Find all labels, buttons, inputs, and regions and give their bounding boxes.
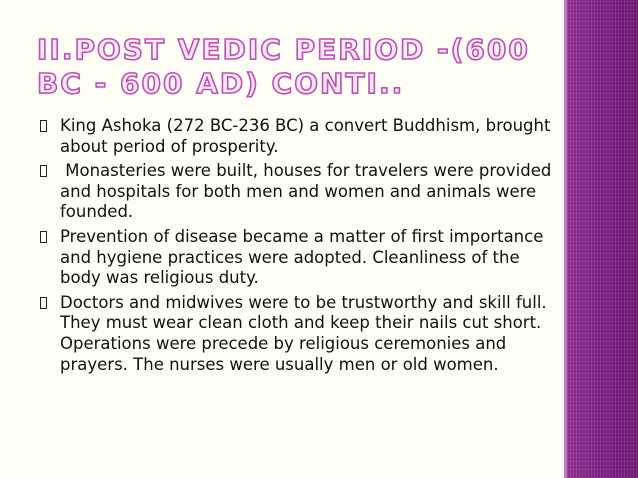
bullet-item (40, 116, 560, 157)
bullet-text: Prevention of disease became a matter of first importance and hygiene practices were adopted. Cleanliness of the body was religious duty. (60, 226, 544, 288)
bullet-item (40, 161, 560, 223)
bullet-text: King Ashoka (272 BC-236 BC) a convert Buddhism, brought about period of prosperity. (60, 116, 551, 156)
bullet-list (40, 116, 560, 379)
square-bullet-icon (40, 120, 47, 132)
square-bullet-icon (40, 297, 47, 309)
bullet-text: Doctors and midwives were to be trustworthy and skill full. They must wear clean cloth and keep their nails cut short. Operations were precede by religious ceremonies and prayers. The nurses were usually men or old women. (60, 292, 547, 374)
bullet-item (40, 293, 560, 375)
slide-title: II.POST VEDIC PERIOD -(600 BC - 600 AD) CONTI.. (37, 33, 530, 100)
square-bullet-icon (40, 165, 47, 177)
bullet-item (40, 227, 560, 289)
square-bullet-icon (40, 231, 47, 243)
decorative-side-band (567, 0, 638, 478)
bullet-text: Monasteries were built, houses for travelers were provided and hospitals for both men and women and animals were founded. (60, 161, 557, 222)
